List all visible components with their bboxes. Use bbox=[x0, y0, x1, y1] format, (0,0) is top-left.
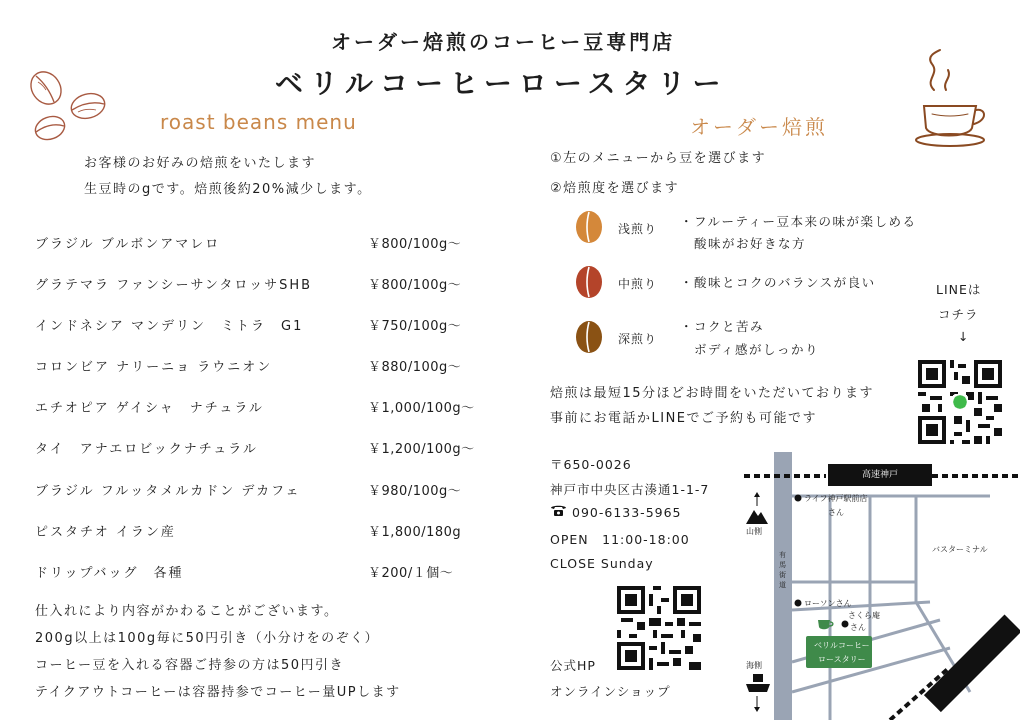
map-label-san-2: さん bbox=[850, 623, 866, 632]
mountain-icon bbox=[746, 510, 768, 524]
store-name-2: ロースタリー bbox=[818, 655, 866, 664]
menu-item-name: エチオピア ゲイシャ ナチュラル bbox=[35, 401, 264, 416]
menu-item-price: ￥1,000/100g～ bbox=[368, 401, 475, 416]
roast-desc-dark-1: ・コクと苦み bbox=[680, 319, 765, 334]
timing-line-2: 事前にお電話かLINEでご予約も可能です bbox=[550, 411, 818, 426]
menu-item-name: コロンビア ナリーニョ ラウニオン bbox=[35, 360, 273, 375]
ship-icon bbox=[746, 684, 770, 692]
menu-item-price: ￥200/１個～ bbox=[368, 566, 454, 581]
menu-item-name: ブラジル フルッタメルカドン デカフェ bbox=[35, 484, 301, 499]
roast-desc-medium-1: ・酸味とコクのバランスが良い bbox=[680, 275, 876, 290]
shop-open-hours: OPEN 11:00-18:00 bbox=[550, 532, 690, 547]
roast-desc-light-1: ・フルーティー豆本来の味が楽しめる bbox=[680, 214, 917, 229]
highway-label: 高速神戸 bbox=[828, 464, 932, 486]
shop-address: 神戸市中央区古湊通1-1-7 bbox=[550, 482, 710, 497]
phone-icon bbox=[550, 504, 567, 517]
roast-label-light: 浅煎り bbox=[618, 222, 658, 236]
menu-item-price: ￥800/100g～ bbox=[368, 278, 462, 293]
line-text-1: LINEは bbox=[936, 282, 982, 297]
map-label-road: 有馬街道 bbox=[779, 551, 786, 589]
map-label-san-1: さん bbox=[828, 508, 844, 517]
roast-label-dark: 深煎り bbox=[618, 332, 658, 346]
roast-label-medium: 中煎り bbox=[618, 277, 658, 291]
menu-note-1: 仕入れにより内容がかわることがございます。 bbox=[35, 604, 339, 619]
store-cup-icon bbox=[816, 616, 836, 632]
light-roast-bean-icon bbox=[574, 210, 604, 244]
line-text-2: コチラ bbox=[938, 307, 979, 322]
menu-item-name: ピスタチオ イラン産 bbox=[35, 525, 176, 540]
order-heading: オーダー焙煎 bbox=[690, 115, 828, 139]
official-hp-qr-code[interactable] bbox=[617, 586, 701, 670]
jr-station-label: JR神戸駅 bbox=[964, 588, 997, 622]
menu-note-2: 200g以上は100g毎に50円引き（小分けをのぞく） bbox=[35, 631, 380, 646]
menu-item-price: ￥880/100g～ bbox=[368, 360, 462, 375]
line-logo-icon bbox=[953, 395, 967, 409]
map-label-sakura: さくら庵 bbox=[848, 611, 880, 620]
line-arrow: ↓ bbox=[958, 329, 970, 344]
shop-title: ベリルコーヒーロースタリー bbox=[275, 67, 728, 100]
menu-note-4: テイクアウトコーヒーは容器持参でコーヒー量UPします bbox=[35, 685, 401, 700]
coffee-cup-icon bbox=[910, 48, 992, 156]
menu-note-3: コーヒー豆を入れる容器ご持参の方は50円引き bbox=[35, 658, 345, 673]
menu-intro-1: お客様のお好みの焙煎をいたします bbox=[84, 156, 317, 171]
roast-desc-light-2: 酸味がお好きな方 bbox=[694, 236, 807, 251]
coffee-beans-icon bbox=[26, 68, 110, 146]
online-shop-label[interactable]: オンラインショップ bbox=[550, 684, 671, 699]
menu-item-name: ドリップバッグ 各種 bbox=[35, 566, 184, 581]
store-name-1: ベリルコーヒー bbox=[814, 641, 870, 650]
menu-item-name: タイ アナエロビックナチュラル bbox=[35, 442, 258, 457]
map-label-lawson: ローソンさん bbox=[804, 599, 852, 608]
postal-code: 〒650-0026 bbox=[550, 457, 632, 472]
dark-roast-bean-icon bbox=[574, 320, 604, 354]
access-map bbox=[740, 452, 1020, 720]
shop-phone[interactable]: 090-6133-5965 bbox=[572, 505, 682, 520]
order-step-2: ②焙煎度を選びます bbox=[550, 181, 680, 196]
shop-subtitle: オーダー焙煎のコーヒー豆専門店 bbox=[331, 30, 676, 54]
menu-item-price: ￥800/100g～ bbox=[368, 237, 462, 252]
menu-item-price: ￥1,800/180g bbox=[368, 525, 462, 540]
medium-roast-bean-icon bbox=[574, 265, 604, 299]
store-marker[interactable] bbox=[806, 636, 872, 668]
map-label-bus: バスターミナル bbox=[932, 545, 988, 554]
shop-closed-day: CLOSE Sunday bbox=[550, 556, 654, 571]
menu-item-name: グラテマラ ファンシーサンタロッサSHB bbox=[35, 278, 313, 293]
menu-intro-2: 生豆時のgです。焙煎後約20%減少します。 bbox=[84, 182, 372, 197]
map-label-mountain: 山側 bbox=[746, 527, 762, 536]
hp-label: 公式HP bbox=[550, 658, 596, 673]
line-qr-code[interactable] bbox=[918, 360, 1002, 444]
menu-item-price: ￥750/100g～ bbox=[368, 319, 462, 334]
menu-item-name: ブラジル ブルボンアマレロ bbox=[35, 237, 221, 252]
order-step-1: ①左のメニューから豆を選びます bbox=[550, 151, 767, 166]
menu-item-price: ￥980/100g～ bbox=[368, 484, 462, 499]
menu-item-name: インドネシア マンデリン ミトラ G1 bbox=[35, 319, 304, 334]
roast-desc-dark-2: ボディ感がしっかり bbox=[694, 342, 820, 357]
menu-heading: roast beans menu bbox=[160, 110, 357, 134]
map-label-sea: 海側 bbox=[746, 661, 762, 670]
map-label-life: ライフ神戸駅前店 bbox=[804, 494, 868, 503]
menu-item-price: ￥1,200/100g～ bbox=[368, 442, 475, 457]
timing-line-1: 焙煎は最短15分ほどお時間をいただいております bbox=[550, 386, 875, 401]
